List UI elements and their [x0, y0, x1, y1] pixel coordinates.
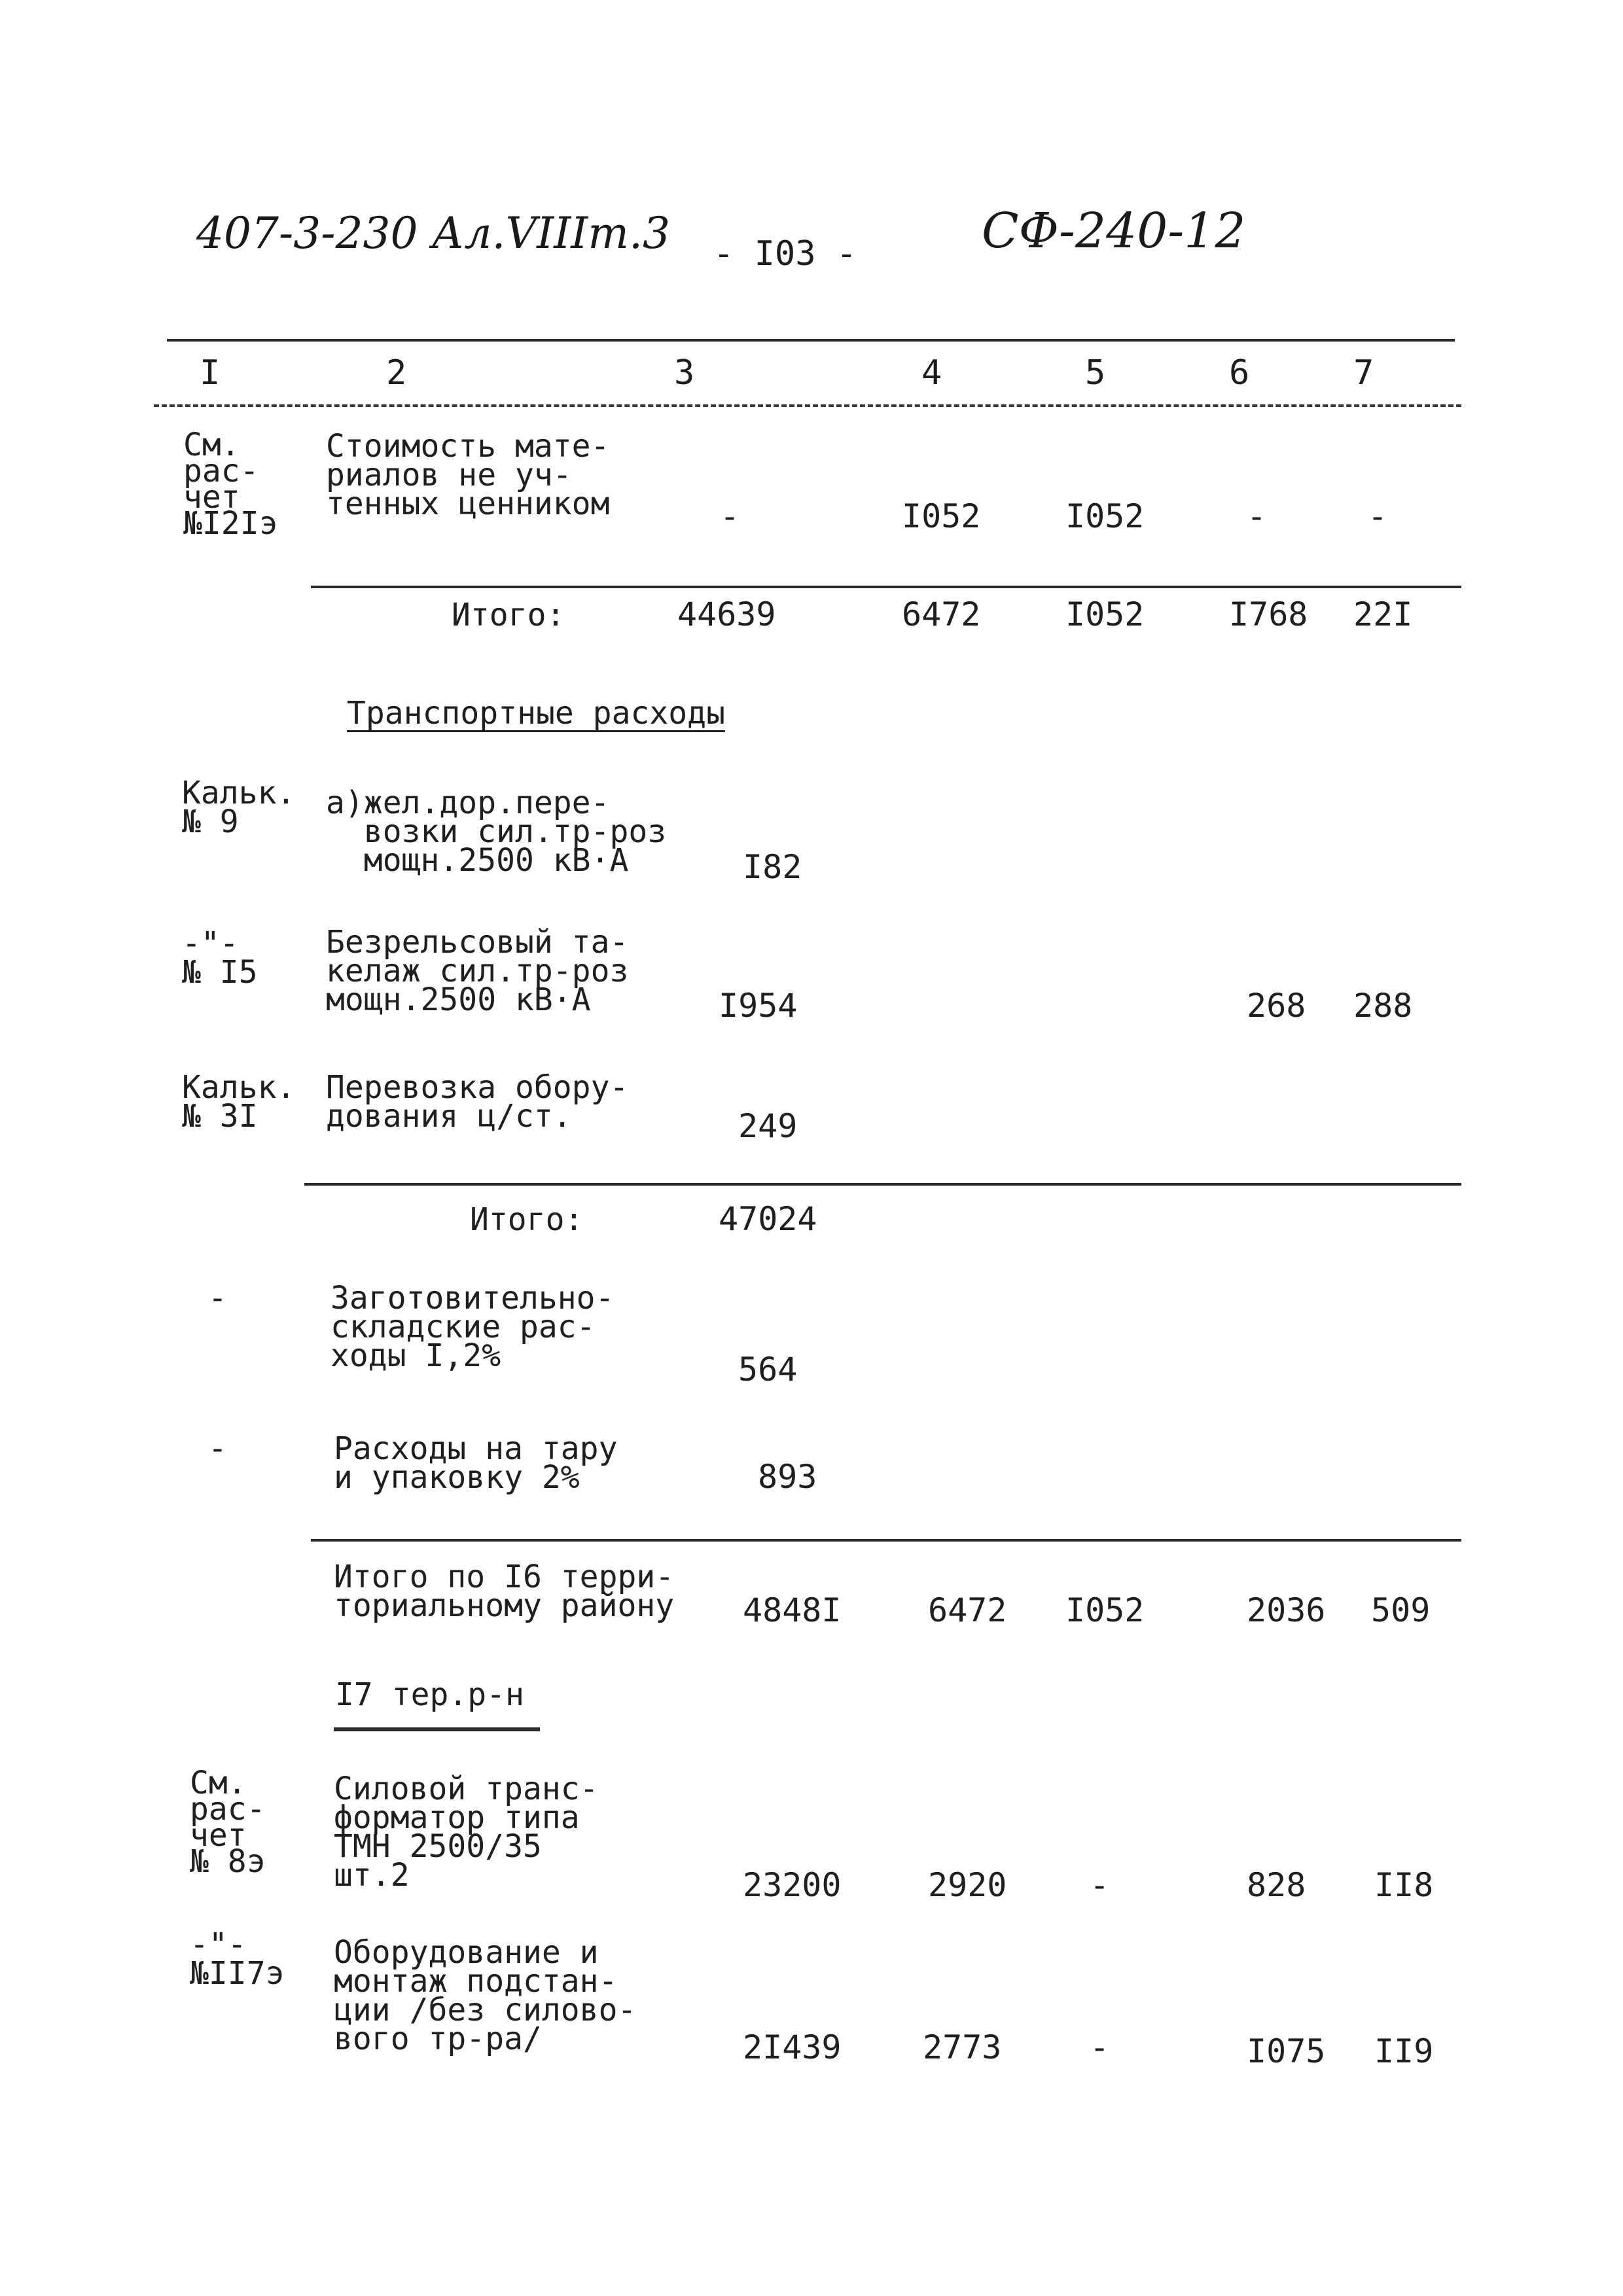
transport-total-label: Итого: — [470, 1201, 584, 1238]
subtotal-col7: 22I — [1353, 595, 1413, 633]
column-header-1: I — [200, 353, 221, 393]
table-top-rule — [167, 339, 1455, 342]
cell-col6: I075 — [1247, 2032, 1326, 2070]
cell-col7: - — [1368, 497, 1388, 535]
subtotal-rule — [311, 586, 1461, 588]
region16-total-rule — [311, 1539, 1461, 1542]
row-description: Безрельсовый та- келаж сил.тр-роз мощн.2500 кВ·А — [326, 924, 629, 1018]
document-code-right: СФ-240-12 — [982, 203, 1246, 259]
cell-col4: I052 — [902, 497, 981, 535]
cell-col3: 23200 — [743, 1866, 842, 1904]
cell-col6: - — [1247, 497, 1267, 535]
section-title-transport: Транспортные расходы — [347, 695, 725, 732]
row-ref: См. рас- чет №I2Iэ — [183, 427, 278, 542]
section-title-region17: I7 тер.р-н — [335, 1676, 524, 1713]
region16-total-label: Итого по I6 терри- ториальному району — [334, 1559, 675, 1624]
region16-total-col4: 6472 — [928, 1591, 1007, 1629]
document-code-left: 407-3-230 Ал.VIIIт.3 — [196, 208, 670, 258]
page-number: - I03 - — [713, 234, 857, 274]
column-header-4: 4 — [921, 353, 942, 393]
region17-title-underline — [334, 1727, 540, 1731]
cell-col6: 828 — [1247, 1866, 1306, 1904]
row-description: а)жел.дор.пере- возки сил.тр-роз мощн.2500 кВ·А — [326, 785, 667, 879]
row-description: Расходы на тару и упаковку 2% — [334, 1430, 618, 1496]
row-description: Силовой транс- форматор типа ТМН 2500/35 шт.2 — [334, 1771, 599, 1894]
cell-col3: - — [720, 497, 740, 535]
row-description: Заготовительно- складские рас- ходы I,2% — [330, 1280, 615, 1374]
subtotal-col4: 6472 — [902, 595, 981, 633]
column-header-5: 5 — [1085, 353, 1106, 393]
transport-total-col3: 47024 — [719, 1200, 817, 1238]
cell-col3: I82 — [743, 848, 802, 886]
cell-col3: 2I439 — [743, 2028, 842, 2066]
row-ref: -"- № I5 — [182, 925, 258, 991]
column-header-6: 6 — [1229, 353, 1250, 393]
subtotal-col3: 44639 — [677, 595, 776, 633]
region16-total-col5: I052 — [1065, 1591, 1145, 1629]
row-ref: Кальк. № 3I — [182, 1069, 296, 1135]
row-description: Оборудование и монтаж подстан- ции /без силово- вого тр-ра/ — [334, 1934, 637, 2057]
row-ref: Кальк. № 9 — [182, 775, 296, 840]
column-header-3: 3 — [674, 353, 695, 393]
cell-col7: II8 — [1374, 1866, 1434, 1904]
transport-total-rule — [304, 1183, 1461, 1186]
region16-total-col7: 509 — [1371, 1591, 1431, 1629]
row-description: Стоимость мате- риалов не уч- тенных ценником — [326, 428, 610, 522]
cell-col7: 288 — [1353, 987, 1413, 1025]
subtotal-col6: I768 — [1229, 595, 1308, 633]
subtotal-col5: I052 — [1065, 595, 1145, 633]
region16-total-col3: 4848I — [743, 1591, 842, 1629]
cell-col5: - — [1090, 1866, 1110, 1904]
cell-col3: I954 — [719, 987, 798, 1025]
cell-col5: - — [1090, 2028, 1110, 2066]
row-description: Перевозка обору- дования ц/ст. — [326, 1069, 629, 1135]
cell-col3: 564 — [738, 1351, 798, 1388]
row-ref: -"- №II7э — [190, 1926, 285, 1992]
column-header-7: 7 — [1353, 353, 1374, 393]
cell-col4: 2920 — [928, 1866, 1007, 1904]
column-header-2: 2 — [386, 353, 407, 393]
column-header-rule — [154, 404, 1461, 407]
cell-col4: 2773 — [923, 2028, 1002, 2066]
cell-col3: 893 — [758, 1458, 817, 1496]
cell-col5: I052 — [1065, 497, 1145, 535]
subtotal-label: Итого: — [452, 597, 565, 633]
row-ref: - — [208, 1280, 227, 1316]
cell-col6: 268 — [1247, 987, 1306, 1025]
cell-col3: 249 — [738, 1107, 798, 1145]
row-ref: - — [208, 1430, 227, 1467]
cell-col7: II9 — [1374, 2032, 1434, 2070]
row-ref: См. рас- чет № 8э — [190, 1765, 266, 1880]
region16-total-col6: 2036 — [1247, 1591, 1326, 1629]
